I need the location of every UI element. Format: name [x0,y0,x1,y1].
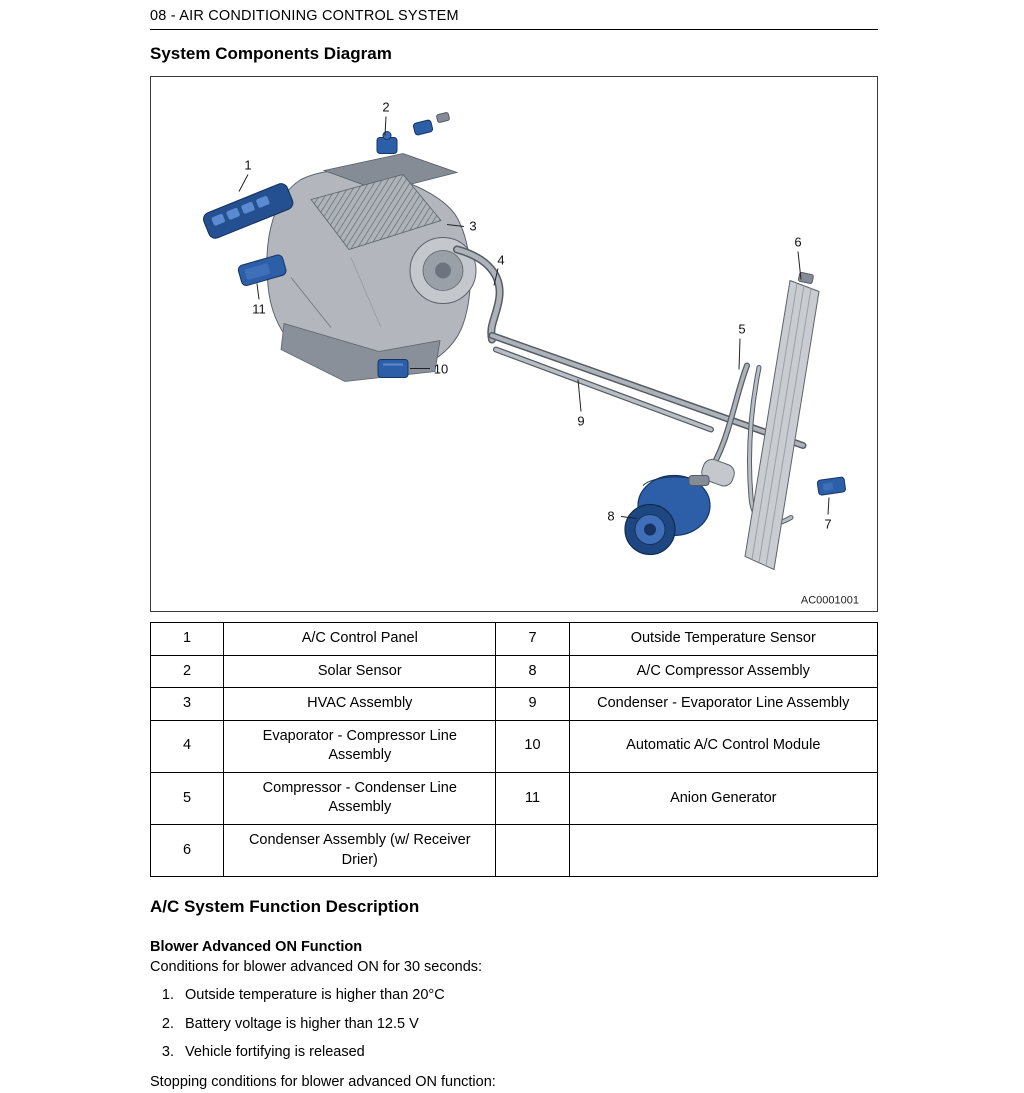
outside-temperature-sensor [817,477,846,496]
list-item: 2. Battery voltage is higher than 12.5 V [178,1015,878,1035]
ac-control-module [378,360,408,378]
component-number: 6 [151,824,224,876]
component-number: 5 [151,772,224,824]
condenser-assembly [745,272,819,569]
component-name: Solar Sensor [224,655,496,688]
component-number [496,824,569,876]
callout-4: 4 [497,252,505,268]
component-number: 7 [496,623,569,656]
callout-10: 10 [433,361,449,377]
component-name: Automatic A/C Control Module [569,720,877,772]
diagram-code: AC0001001 [800,594,859,607]
page-header: 08 - AIR CONDITIONING CONTROL SYSTEM [150,8,878,30]
diagram-canvas [151,77,877,611]
component-number: 8 [496,655,569,688]
system-components-diagram [150,76,878,612]
blower-function-title: Blower Advanced ON Function [150,939,363,956]
conditions-intro: Conditions for blower advanced ON for 30 seconds: [150,959,483,976]
compressor-assembly [625,476,710,555]
component-name [569,824,877,876]
component-number: 2 [151,655,224,688]
section-title: System Components Diagram [150,44,392,63]
refrigerant-lines [457,250,803,524]
component-name: Condenser - Evaporator Line Assembly [569,688,877,721]
component-name: HVAC Assembly [224,688,496,721]
callout-2: 2 [382,99,390,115]
callout-5: 5 [738,321,746,337]
stopping-conditions-intro: Stopping conditions for blower advanced ON function: [150,1073,496,1090]
component-name: Anion Generator [569,772,877,824]
table-row [151,772,878,824]
component-name: A/C Control Panel [224,623,496,656]
table-row [151,688,878,721]
component-number: 1 [151,623,224,656]
hvac-assembly [267,154,476,382]
component-number: 9 [496,688,569,721]
callout-8: 8 [607,508,615,524]
component-number: 10 [496,720,569,772]
table-row [151,623,878,656]
callout-1: 1 [244,157,252,173]
component-name: Evaporator - Compressor Line Assembly [224,720,496,772]
list-item: 1. Outside temperature is higher than 20°C [178,986,878,1006]
callout-6: 6 [794,234,802,250]
callout-7: 7 [824,516,832,532]
table-row [151,824,878,876]
table-row [151,655,878,688]
callout-3: 3 [469,218,477,234]
list-item: 3. Vehicle fortifying is released [178,1043,878,1063]
component-number: 4 [151,720,224,772]
components-table [150,622,878,877]
function-description-title: A/C System Function Description [150,897,420,917]
component-number: 11 [496,772,569,824]
component-name: Outside Temperature Sensor [569,623,877,656]
component-number: 3 [151,688,224,721]
callout-11: 11 [252,301,266,317]
component-name: Compressor - Condenser Line Assembly [224,772,496,824]
manual-page [150,0,878,1093]
callout-9: 9 [577,413,585,429]
solar-sensor [377,112,450,153]
table-row [151,720,878,772]
component-name: A/C Compressor Assembly [569,655,877,688]
conditions-list [156,986,878,1063]
component-name: Condenser Assembly (w/ Receiver Drier) [224,824,496,876]
